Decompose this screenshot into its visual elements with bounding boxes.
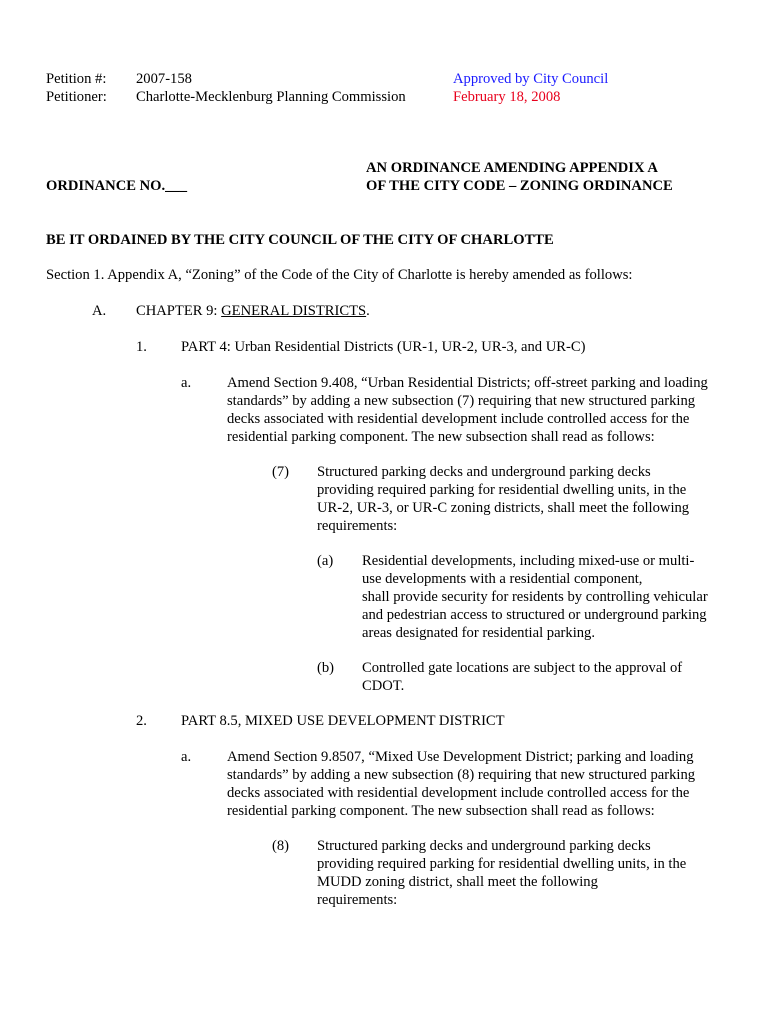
paragraph-line: residential parking component. The new subsection shall read as follows: (227, 429, 655, 445)
subsection-8-marker: (8) (272, 838, 290, 854)
paragraph-line: Amend Section 9.8507, “Mixed Use Development District; parking and loading (227, 749, 694, 765)
paragraph-line: UR-2, UR-3, or UR-C zoning districts, shall meet the following (317, 500, 690, 516)
paragraph-line: requirements: (317, 518, 398, 534)
paragraph-line: decks associated with residential development include controlled access for the (227, 411, 690, 427)
item-2-heading: PART 8.5, MIXED USE DEVELOPMENT DISTRICT (181, 713, 505, 729)
subsection-8-paragraph (317, 837, 686, 909)
chapter-prefix: CHAPTER 9: (136, 303, 222, 319)
paragraph-line: Amend Section 9.408, “Urban Residential Districts; off-street parking and loading (227, 375, 708, 391)
paragraph-line: providing required parking for residential dwelling units, in the (317, 856, 687, 872)
chapter-suffix: . (366, 303, 370, 319)
paragraph-line: residential parking component. The new subsection shall read as follows: (227, 803, 655, 819)
paragraph-line: requirements: (317, 892, 398, 908)
subsection-a-paragraph (362, 552, 708, 642)
subsection-a-marker: (a) (317, 553, 334, 569)
paragraph-line: providing required parking for residential dwelling units, in the (317, 482, 687, 498)
paragraph-line: MUDD zoning district, shall meet the following (317, 874, 598, 890)
paragraph-line: Structured parking decks and underground parking decks (317, 838, 651, 854)
subsection-b-marker: (b) (317, 660, 335, 676)
paragraph-line: use developments with a residential component, (362, 571, 643, 587)
paragraph-line: Controlled gate locations are subject to the approval of (362, 660, 683, 676)
subsection-7-paragraph (317, 463, 689, 535)
paragraph-line: and pedestrian access to structured or underground parking (362, 607, 707, 623)
approval-status: Approved by City Council (453, 71, 609, 87)
paragraph-line: Structured parking decks and underground parking decks (317, 464, 651, 480)
paragraph-line: standards” by adding a new subsection (8) requiring that new structured parking (227, 767, 696, 783)
paragraph-line: standards” by adding a new subsection (7) requiring that new structured parking (227, 393, 696, 409)
subsection-7-marker: (7) (272, 464, 290, 480)
item-2a-paragraph (227, 748, 695, 820)
item-2-marker: 2. (136, 713, 147, 729)
section-1-text: Section 1. Appendix A, “Zoning” of the Code of the City of Charlotte is hereby amended as follows: (46, 267, 633, 283)
item-1-marker: 1. (136, 339, 147, 355)
ordinance-title-line1: AN ORDINANCE AMENDING APPENDIX A (366, 160, 658, 176)
petition-label: Petition #: (46, 71, 107, 87)
petition-number: 2007-158 (136, 71, 192, 87)
paragraph-line: areas designated for residential parking. (362, 625, 596, 641)
item-2a-marker: a. (181, 749, 192, 765)
item-1-heading: PART 4: Urban Residential Districts (UR-1, UR-2, UR-3, and UR-C) (181, 339, 586, 355)
petitioner-label: Petitioner: (46, 89, 107, 105)
ordained-heading: BE IT ORDAINED BY THE CITY COUNCIL OF THE CITY OF CHARLOTTE (46, 232, 554, 248)
petitioner-name: Charlotte-Mecklenburg Planning Commission (136, 89, 406, 105)
chapter-heading (136, 302, 370, 320)
item-1a-paragraph (227, 374, 708, 446)
paragraph-line: decks associated with residential development include controlled access for the (227, 785, 690, 801)
item-1a-marker: a. (181, 375, 192, 391)
chapter-title: GENERAL DISTRICTS (221, 303, 367, 319)
ordinance-title-line2: OF THE CITY CODE – ZONING ORDINANCE (366, 178, 673, 194)
approval-date: February 18, 2008 (453, 89, 561, 105)
paragraph-line: Residential developments, including mixed-use or multi- (362, 553, 695, 569)
ordinance-number: ORDINANCE NO.___ (46, 178, 188, 194)
paragraph-line: CDOT. (362, 678, 405, 694)
subsection-b-paragraph (362, 659, 682, 695)
section-a-marker: A. (92, 303, 107, 319)
paragraph-line: shall provide security for residents by controlling vehicular (362, 589, 708, 605)
